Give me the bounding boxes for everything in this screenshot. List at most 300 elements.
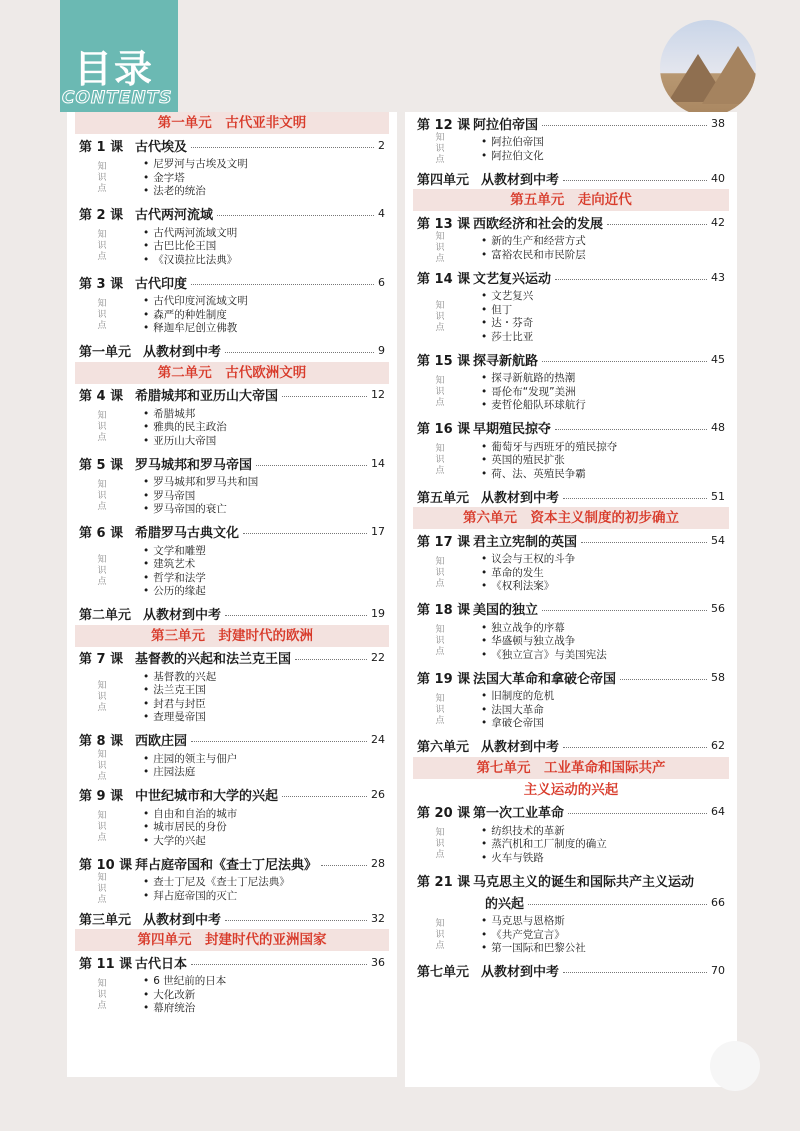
kp-label-char: 点 xyxy=(97,833,107,844)
knowledge-point: • 火车与铁路 xyxy=(481,852,737,866)
kp-label-char: 知 xyxy=(97,811,107,822)
kp-label-char: 知 xyxy=(435,300,445,311)
lesson-title: 古代埃及 xyxy=(135,139,188,155)
lesson-entry[interactable] xyxy=(405,112,737,134)
knowledge-points xyxy=(67,408,397,449)
pyramid-image xyxy=(660,20,756,116)
page-number: 54 xyxy=(711,533,725,547)
knowledge-point: • 古巴比伦王国 xyxy=(143,240,397,254)
knowledge-point: • 荷、法、英殖民争霸 xyxy=(481,468,737,482)
lesson-number: 第 10 课 xyxy=(79,857,133,873)
knowledge-point: • 查理曼帝国 xyxy=(143,711,397,725)
knowledge-points xyxy=(67,975,397,1016)
lesson-number: 第 12 课 xyxy=(417,117,471,133)
knowledge-points-label xyxy=(433,553,447,594)
lesson-entry[interactable] xyxy=(405,266,737,288)
kp-label-char: 点 xyxy=(97,183,107,194)
knowledge-point: • 《独立宣言》与美国宪法 xyxy=(481,649,737,663)
lesson-title: 文艺复兴运动 xyxy=(473,271,552,287)
dot-leader xyxy=(563,172,707,181)
page-number: 17 xyxy=(371,525,385,538)
lesson-title: 基督教的兴起和法兰克王国 xyxy=(135,652,292,667)
knowledge-point: • 亚历山大帝国 xyxy=(143,435,397,449)
knowledge-point: • 新的生产和经营方式 xyxy=(481,235,737,249)
kp-label-char: 点 xyxy=(97,703,107,713)
knowledge-point: • 文艺复兴 xyxy=(481,290,737,304)
knowledge-point: • 古代印度河流域文明 xyxy=(143,295,397,309)
knowledge-point: • 第一国际和巴黎公社 xyxy=(481,942,737,956)
kp-label-char: 点 xyxy=(435,940,445,951)
knowledge-point: • 华盛顿与独立战争 xyxy=(481,635,737,649)
lesson-title: 探寻新航路 xyxy=(473,353,539,369)
dot-leader xyxy=(225,344,374,353)
dot-leader xyxy=(282,388,367,397)
knowledge-points-label xyxy=(95,227,109,268)
page-number: 28 xyxy=(371,856,385,870)
kp-label-char: 点 xyxy=(435,254,445,264)
knowledge-point: • 公历的缘起 xyxy=(143,585,397,599)
lesson-number: 第 7 课 xyxy=(79,652,124,667)
lesson-title: 西欧庄园 xyxy=(135,734,188,749)
lesson-title-continued[interactable] xyxy=(405,891,737,913)
kp-label-char: 识 xyxy=(97,422,107,433)
contents-header xyxy=(60,0,178,112)
knowledge-points-label xyxy=(95,476,109,517)
lesson-entry[interactable] xyxy=(67,852,397,874)
dot-leader xyxy=(191,139,374,148)
dot-leader xyxy=(295,651,367,660)
knowledge-point: • 罗马帝国 xyxy=(143,490,397,504)
lesson-title: 君主立宪制的英国 xyxy=(473,534,578,550)
dot-leader xyxy=(555,421,707,430)
knowledge-point: • 富裕农民和市民阶层 xyxy=(481,249,737,263)
lesson-entry[interactable] xyxy=(405,666,737,688)
knowledge-point: • 达・芬奇 xyxy=(481,317,737,331)
review-title: 从教材到中考 xyxy=(481,172,560,188)
kp-label-char: 识 xyxy=(435,704,445,715)
kp-label-char: 知 xyxy=(435,693,445,704)
knowledge-point: • 法老的统治 xyxy=(143,185,397,199)
kp-label-char: 知 xyxy=(97,555,107,565)
knowledge-point: • 罗马帝国的衰亡 xyxy=(143,503,397,517)
lesson-number: 第 15 课 xyxy=(417,353,471,369)
kp-label-char: 知 xyxy=(435,556,445,567)
unit-number: 第四单元 xyxy=(417,172,470,188)
dot-leader xyxy=(256,457,367,466)
unit-number: 第六单元 xyxy=(417,740,470,755)
knowledge-point: • 大化改新 xyxy=(143,989,397,1003)
knowledge-point: • 庄园法庭 xyxy=(143,766,397,780)
lesson-number: 第 6 课 xyxy=(79,526,124,541)
lesson-entry[interactable] xyxy=(67,521,397,543)
knowledge-point: • 探寻新航路的热潮 xyxy=(481,372,737,386)
kp-label-char: 知 xyxy=(435,828,445,839)
knowledge-points-label xyxy=(95,545,109,599)
knowledge-point: • 古代两河流域文明 xyxy=(143,227,397,241)
kp-label-char: 识 xyxy=(97,566,107,576)
kp-label-char: 知 xyxy=(97,298,107,309)
knowledge-point: • 法国大革命 xyxy=(481,704,737,718)
lesson-entry[interactable] xyxy=(67,134,397,156)
unit-title: 第五单元 走向近代 xyxy=(413,189,729,211)
kp-label-char: 知 xyxy=(435,375,445,386)
corner-decoration xyxy=(710,1041,760,1091)
knowledge-point: • 阿拉伯文化 xyxy=(481,150,737,164)
knowledge-point: • 尼罗河与古埃及文明 xyxy=(143,158,397,172)
knowledge-point: • 革命的发生 xyxy=(481,567,737,581)
knowledge-points xyxy=(405,825,737,866)
kp-label-char: 点 xyxy=(97,433,107,444)
knowledge-point: • 拜占庭帝国的灭亡 xyxy=(143,890,397,904)
lesson-entry[interactable] xyxy=(405,869,737,891)
knowledge-point: • 纺织技术的革新 xyxy=(481,825,737,839)
knowledge-points xyxy=(67,671,397,725)
page-title: 目录 xyxy=(74,47,155,91)
knowledge-point: • 庄园的领主与佃户 xyxy=(143,753,397,767)
kp-label-char: 识 xyxy=(97,309,107,320)
knowledge-points xyxy=(67,227,397,268)
lesson-entry[interactable] xyxy=(67,951,397,973)
kp-label-char: 点 xyxy=(435,322,445,333)
lesson-entry[interactable] xyxy=(405,529,737,551)
dot-leader xyxy=(321,857,367,866)
knowledge-point: • 《权利法案》 xyxy=(481,580,737,594)
knowledge-point: • 大学的兴起 xyxy=(143,835,397,849)
kp-label-char: 识 xyxy=(435,455,445,466)
knowledge-point: • 议会与王权的斗争 xyxy=(481,553,737,567)
page-number: 2 xyxy=(378,138,385,152)
knowledge-points xyxy=(405,133,737,165)
lesson-number: 第 20 课 xyxy=(417,806,471,821)
kp-label-char: 知 xyxy=(97,873,107,883)
review-title: 从教材到中考 xyxy=(143,345,222,360)
dot-leader xyxy=(191,733,367,742)
knowledge-points xyxy=(405,622,737,663)
knowledge-points xyxy=(405,553,737,594)
review-title: 从教材到中考 xyxy=(481,490,560,506)
lesson-title: 西欧经济和社会的发展 xyxy=(473,216,604,232)
kp-label-char: 点 xyxy=(97,895,107,905)
kp-label-char: 识 xyxy=(435,567,445,578)
unit-review-entry[interactable] xyxy=(405,167,737,189)
knowledge-points-label xyxy=(433,372,447,413)
knowledge-points-label xyxy=(433,232,447,264)
kp-label-char: 识 xyxy=(435,636,445,647)
lesson-number: 第 1 课 xyxy=(79,139,124,155)
lesson-number: 第 21 课 xyxy=(417,874,471,890)
kp-label-char: 点 xyxy=(435,155,445,165)
unit-number: 第一单元 xyxy=(79,345,132,360)
unit-review-entry[interactable] xyxy=(67,907,397,929)
kp-label-char: 知 xyxy=(97,161,107,172)
knowledge-point: • 封君与封臣 xyxy=(143,698,397,712)
lesson-entry[interactable] xyxy=(405,598,737,620)
dot-leader xyxy=(607,216,707,225)
knowledge-points-label xyxy=(95,975,109,1016)
knowledge-points-label xyxy=(95,671,109,725)
dot-leader xyxy=(563,964,707,973)
kp-label-char: 知 xyxy=(435,133,445,143)
kp-label-char: 知 xyxy=(97,749,107,760)
lesson-number: 第 18 课 xyxy=(417,603,471,618)
dot-leader xyxy=(542,353,707,362)
knowledge-points xyxy=(405,690,737,731)
page-subtitle: CONTENTS xyxy=(62,88,173,108)
page-number: 22 xyxy=(371,651,385,664)
dot-leader xyxy=(555,271,707,280)
kp-label-char: 识 xyxy=(435,839,445,850)
kp-label-char: 识 xyxy=(97,172,107,183)
page-number: 26 xyxy=(371,788,385,801)
unit-title: 主义运动的兴起 xyxy=(523,781,619,798)
knowledge-points xyxy=(67,545,397,599)
knowledge-point: • 法兰克王国 xyxy=(143,684,397,698)
knowledge-point: • 金字塔 xyxy=(143,172,397,186)
unit-title: 第四单元 封建时代的亚洲国家 xyxy=(75,929,389,951)
knowledge-point: • 马克思与恩格斯 xyxy=(481,915,737,929)
kp-label-char: 知 xyxy=(97,479,107,490)
unit-title: 第一单元 古代亚非文明 xyxy=(75,112,389,134)
knowledge-point: • 释迦牟尼创立佛教 xyxy=(143,322,397,336)
page-number: 66 xyxy=(711,895,725,909)
page-number: 51 xyxy=(711,489,725,503)
knowledge-point: • 幕府统治 xyxy=(143,1002,397,1016)
knowledge-point: • 哲学和法学 xyxy=(143,572,397,586)
kp-label-char: 点 xyxy=(435,850,445,861)
lesson-entry[interactable] xyxy=(67,784,397,806)
page-number: 40 xyxy=(711,171,725,185)
dot-leader xyxy=(243,525,367,534)
kp-label-char: 知 xyxy=(97,230,107,241)
page-number: 6 xyxy=(378,275,385,289)
knowledge-points xyxy=(67,158,397,199)
knowledge-point: • 独立战争的序幕 xyxy=(481,622,737,636)
toc-right-column xyxy=(405,112,737,1087)
unit-number: 第三单元 xyxy=(79,912,132,928)
page-number: 38 xyxy=(711,116,725,130)
lesson-title: 拜占庭帝国和《查士丁尼法典》 xyxy=(135,857,318,873)
lesson-title: 中世纪城市和大学的兴起 xyxy=(135,789,279,804)
dot-leader xyxy=(225,607,367,616)
knowledge-points xyxy=(405,232,737,264)
dot-leader xyxy=(542,602,707,611)
knowledge-point: • 英国的殖民扩张 xyxy=(481,454,737,468)
kp-label-char: 识 xyxy=(435,243,445,253)
knowledge-points-label xyxy=(95,873,109,905)
unit-title: 第七单元 工业革命和国际共产 xyxy=(413,757,729,779)
lesson-entry[interactable] xyxy=(67,384,397,406)
page-number: 12 xyxy=(371,388,385,401)
lesson-entry[interactable] xyxy=(67,729,397,751)
knowledge-point: • 希腊城邦 xyxy=(143,408,397,422)
kp-label-char: 点 xyxy=(435,466,445,477)
knowledge-point: • 基督教的兴起 xyxy=(143,671,397,685)
knowledge-points xyxy=(67,476,397,517)
lesson-title: 古代两河流域 xyxy=(135,208,214,223)
lesson-entry[interactable] xyxy=(67,452,397,474)
kp-label-char: 点 xyxy=(435,715,445,726)
lesson-title: 古代日本 xyxy=(135,956,188,972)
page-number: 56 xyxy=(711,602,725,615)
unit-title: 第二单元 古代欧洲文明 xyxy=(75,362,389,384)
knowledge-point: • 葡萄牙与西班牙的殖民掠夺 xyxy=(481,441,737,455)
knowledge-points xyxy=(67,295,397,336)
dot-leader xyxy=(528,896,707,905)
review-title: 从教材到中考 xyxy=(143,912,222,928)
knowledge-point: • 《共产党宣言》 xyxy=(481,929,737,943)
lesson-entry[interactable] xyxy=(67,203,397,225)
knowledge-point: • 自由和自治的城市 xyxy=(143,808,397,822)
kp-label-char: 点 xyxy=(97,771,107,782)
lesson-entry[interactable] xyxy=(67,647,397,669)
unit-number: 第二单元 xyxy=(79,608,132,623)
dot-leader xyxy=(542,117,707,126)
lesson-title: 希腊城邦和亚历山大帝国 xyxy=(135,389,279,404)
knowledge-point: • 建筑艺术 xyxy=(143,558,397,572)
kp-label-char: 识 xyxy=(97,241,107,252)
kp-label-char: 知 xyxy=(97,978,107,989)
kp-label-char: 识 xyxy=(97,760,107,771)
lesson-number: 第 9 课 xyxy=(79,789,124,804)
dot-leader xyxy=(563,739,707,748)
kp-label-char: 点 xyxy=(435,397,445,408)
page-number: 58 xyxy=(711,670,725,684)
knowledge-points xyxy=(67,749,397,782)
lesson-number: 第 14 课 xyxy=(417,271,471,287)
kp-label-char: 识 xyxy=(435,311,445,322)
lesson-title-cont: 的兴起 xyxy=(485,896,525,912)
kp-label-char: 知 xyxy=(435,918,445,929)
unit-title: 第六单元 资本主义制度的初步确立 xyxy=(413,507,729,529)
unit-review-entry[interactable] xyxy=(67,603,397,625)
unit-number: 第五单元 xyxy=(417,490,470,506)
knowledge-point: • 文学和雕塑 xyxy=(143,545,397,559)
knowledge-point: • 《汉谟拉比法典》 xyxy=(143,254,397,268)
page-number: 64 xyxy=(711,805,725,818)
review-title: 从教材到中考 xyxy=(481,965,560,980)
page-number: 42 xyxy=(711,215,725,229)
kp-label-char: 点 xyxy=(97,252,107,263)
knowledge-point: • 查士丁尼及《查士丁尼法典》 xyxy=(143,876,397,890)
unit-review-entry[interactable] xyxy=(405,735,737,757)
lesson-number: 第 13 课 xyxy=(417,216,471,232)
unit-review-entry[interactable] xyxy=(405,485,737,507)
page-number: 4 xyxy=(378,207,385,220)
knowledge-points-label xyxy=(95,295,109,336)
kp-label-char: 知 xyxy=(97,681,107,691)
knowledge-points-label xyxy=(433,825,447,866)
knowledge-points-label xyxy=(433,441,447,482)
kp-label-char: 点 xyxy=(97,1000,107,1011)
dot-leader xyxy=(225,912,367,921)
dot-leader xyxy=(191,956,367,965)
lesson-number: 第 2 课 xyxy=(79,208,124,223)
knowledge-points xyxy=(405,915,737,956)
knowledge-point: • 但丁 xyxy=(481,304,737,318)
lesson-title: 第一次工业革命 xyxy=(473,806,565,821)
knowledge-points xyxy=(405,290,737,344)
lesson-entry[interactable] xyxy=(67,271,397,293)
kp-label-char: 点 xyxy=(97,577,107,587)
lesson-title: 希腊罗马古典文化 xyxy=(135,526,240,541)
knowledge-point: • 莎士比亚 xyxy=(481,331,737,345)
kp-label-char: 知 xyxy=(435,444,445,455)
knowledge-point: • 麦哲伦船队环球航行 xyxy=(481,399,737,413)
knowledge-points-label xyxy=(433,690,447,731)
lesson-entry[interactable] xyxy=(405,348,737,370)
dot-leader xyxy=(568,805,707,814)
kp-label-char: 点 xyxy=(97,501,107,512)
unit-title: 第三单元 封建时代的欧洲 xyxy=(75,625,389,647)
knowledge-point: • 雅典的民主政治 xyxy=(143,421,397,435)
page-number: 19 xyxy=(371,607,385,620)
knowledge-point: • 哥伦布“发现”美洲 xyxy=(481,386,737,400)
lesson-title: 早期殖民掠夺 xyxy=(473,422,552,437)
lesson-number: 第 3 课 xyxy=(79,276,124,292)
dot-leader xyxy=(191,276,374,285)
knowledge-points-label xyxy=(95,158,109,199)
lesson-title: 法国大革命和拿破仑帝国 xyxy=(473,671,617,687)
dot-leader xyxy=(217,207,374,216)
kp-label-char: 识 xyxy=(435,144,445,154)
lesson-number: 第 19 课 xyxy=(417,671,471,687)
lesson-number: 第 4 课 xyxy=(79,389,124,404)
kp-label-char: 点 xyxy=(435,578,445,589)
page-number: 9 xyxy=(378,344,385,357)
lesson-title: 美国的独立 xyxy=(473,603,539,618)
dot-leader xyxy=(282,788,367,797)
page-number: 32 xyxy=(371,911,385,925)
lesson-entry[interactable] xyxy=(405,417,737,439)
knowledge-points xyxy=(405,372,737,413)
unit-review-entry[interactable] xyxy=(405,960,737,982)
knowledge-points-label xyxy=(433,133,447,165)
review-title: 从教材到中考 xyxy=(143,608,222,623)
knowledge-point: • 6 世纪前的日本 xyxy=(143,975,397,989)
lesson-title: 罗马城邦和罗马帝国 xyxy=(135,457,253,473)
knowledge-points-label xyxy=(433,915,447,956)
knowledge-point: • 森严的种姓制度 xyxy=(143,309,397,323)
kp-label-char: 识 xyxy=(97,692,107,702)
knowledge-point: • 蒸汽机和工厂制度的确立 xyxy=(481,838,737,852)
kp-label-char: 点 xyxy=(435,647,445,658)
page-number: 70 xyxy=(711,964,725,977)
kp-label-char: 识 xyxy=(97,490,107,501)
kp-label-char: 知 xyxy=(435,232,445,242)
kp-label-char: 识 xyxy=(97,884,107,894)
knowledge-point: • 旧制度的危机 xyxy=(481,690,737,704)
knowledge-points xyxy=(67,873,397,905)
lesson-title: 古代印度 xyxy=(135,276,188,292)
lesson-number: 第 16 课 xyxy=(417,422,471,437)
lesson-number: 第 11 课 xyxy=(79,956,133,972)
page-number: 14 xyxy=(371,456,385,470)
knowledge-point: • 阿拉伯帝国 xyxy=(481,136,737,150)
unit-review-entry[interactable] xyxy=(67,340,397,362)
knowledge-points-label xyxy=(433,622,447,663)
page-number: 62 xyxy=(711,739,725,752)
kp-label-char: 识 xyxy=(435,929,445,940)
review-title: 从教材到中考 xyxy=(481,740,560,755)
knowledge-points-label xyxy=(95,408,109,449)
knowledge-points xyxy=(405,441,737,482)
lesson-entry[interactable] xyxy=(405,801,737,823)
dot-leader xyxy=(620,671,707,680)
knowledge-point: • 罗马城邦和罗马共和国 xyxy=(143,476,397,490)
kp-label-char: 识 xyxy=(97,822,107,833)
lesson-entry[interactable] xyxy=(405,211,737,233)
lesson-title: 马克思主义的诞生和国际共产主义运动 xyxy=(473,874,695,890)
